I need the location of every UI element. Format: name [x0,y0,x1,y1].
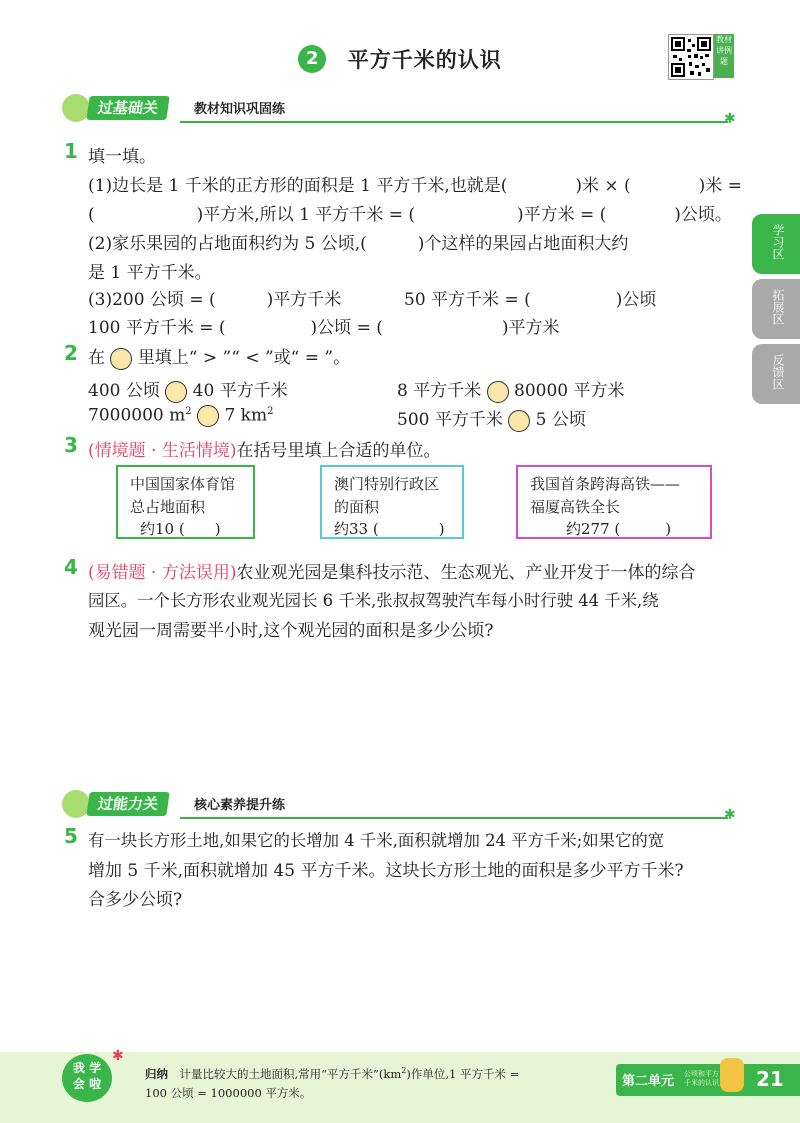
answer-circle[interactable] [508,410,530,432]
question-text: 100 平方千米 = ( )公顷 = ( )平方米 [88,318,560,338]
tab-study-zone[interactable]: 学习区 [752,214,800,274]
summary-text: 归纳 计量比较大的土地面积,常用“平方千米$”(km^2)$作单位,1 平方千米 = [145,1066,520,1081]
question-text: 是 1 平方千米。 [88,263,212,283]
question-text: ( )平方米,所以 1 平方千米 = ( )平方米 = ( )公顷。 [88,205,732,225]
unit-label-bar: 第二单元 公顷和平方 千米的认识 21 [616,1064,800,1096]
lesson-number: 2 [298,45,326,73]
section-badge: 过能力关 [86,792,169,816]
divider [180,121,728,123]
mascot-icon [720,1058,744,1092]
question-text: 增加 5 千米,面积就增加 45 平方千米。这块长方形土地的面积是多少平方千米? [88,861,684,881]
section-subtitle: 教材知识巩固练 [194,102,286,117]
section-subtitle: 核心素养提升练 [194,798,286,813]
summary-text: 100 公顷 = 1000000 平方米。 [145,1086,312,1100]
page-footer [0,1048,800,1123]
answer-circle[interactable] [487,381,509,403]
question-number: 4 [64,555,78,579]
section-banner-ability [62,790,742,823]
question-stem: 填一填。 [88,147,156,167]
unit-box: 我国首条跨海高铁—— 福厦高铁全长 约277 ( ) [516,465,712,539]
question-tag: (情境题 · 生活情境) [88,441,237,461]
tab-feedback-zone[interactable]: 反馈区 [752,344,800,404]
unit-box: 澳门特别行政区 的面积 约33 ( ) [320,465,464,539]
sparkle-icon: ✱ [112,1048,124,1064]
compare-item: 7000000 $m^2$ 7 $km^2$ [88,405,274,426]
compare-circle-icon [110,348,132,370]
answer-circle[interactable] [165,381,187,403]
answer-circle[interactable] [197,405,219,427]
page-number: 21 [756,1067,784,1091]
compare-item: 400 公顷 40 平方千米 [88,381,288,401]
question-text: (3)200 公顷 = ( )平方千米 [88,290,342,310]
section-badge: 过基础关 [86,96,169,120]
compare-item: 8 平方千米 80000 平方米 [397,381,625,401]
question-number: 1 [64,139,78,163]
qr-code-icon[interactable] [668,34,714,80]
question-text: 园区。一个长方形农业观光园长 6 千米,张叔叔驾驶汽车每小时行驶 44 千米,绕 [88,591,659,610]
question-number: 2 [64,341,78,365]
question-stem: (情境题 · 生活情境)在括号里填上合适的单位。 [88,441,441,461]
question-number: 3 [64,433,78,457]
question-text: (易错题 · 方法误用)农业观光园是集科技示范、生态观光、产业开发于一体的综合 [88,563,696,583]
question-text: 有一块长方形土地,如果它的长增加 4 千米,面积就增加 24 平方千米;如果它的宽 [88,831,665,850]
compare-item: 500 平方千米 5 公顷 [397,410,586,430]
question-text: 合多少公顷? [88,890,183,910]
summary-badge: 我 学 会 啦 [62,1054,112,1102]
question-number: 5 [64,824,78,848]
question-text: 观光园一周需要半小时,这个观光园的面积是多少公顷? [88,621,494,641]
question-tag: (易错题 · 方法误用) [88,563,237,583]
question-text: (1)边长是 1 千米的正方形的面积是 1 平方千米,也就是( )米 × ( )米 = [88,176,742,196]
tab-extend-zone[interactable]: 拓展区 [752,279,800,339]
star-icon: ✱ [724,111,736,127]
unit-box: 中国国家体育馆 总占地面积 约10 ( ) [116,465,255,539]
question-text: (2)家乐果园的占地面积约为 5 公顷,( )个这样的果园占地面积大约 [88,234,629,254]
page-title: 平方千米的认识 [347,48,502,72]
qr-tag: 教材讲例题 [714,34,734,78]
section-banner-basic [62,94,742,127]
question-stem: 在 里填上“ > ”“ < ”或“ = ”。 [88,348,351,368]
question-text: 50 平方千米 = ( )公顷 [404,290,657,310]
star-icon: ✱ [724,807,736,823]
divider [180,817,728,819]
